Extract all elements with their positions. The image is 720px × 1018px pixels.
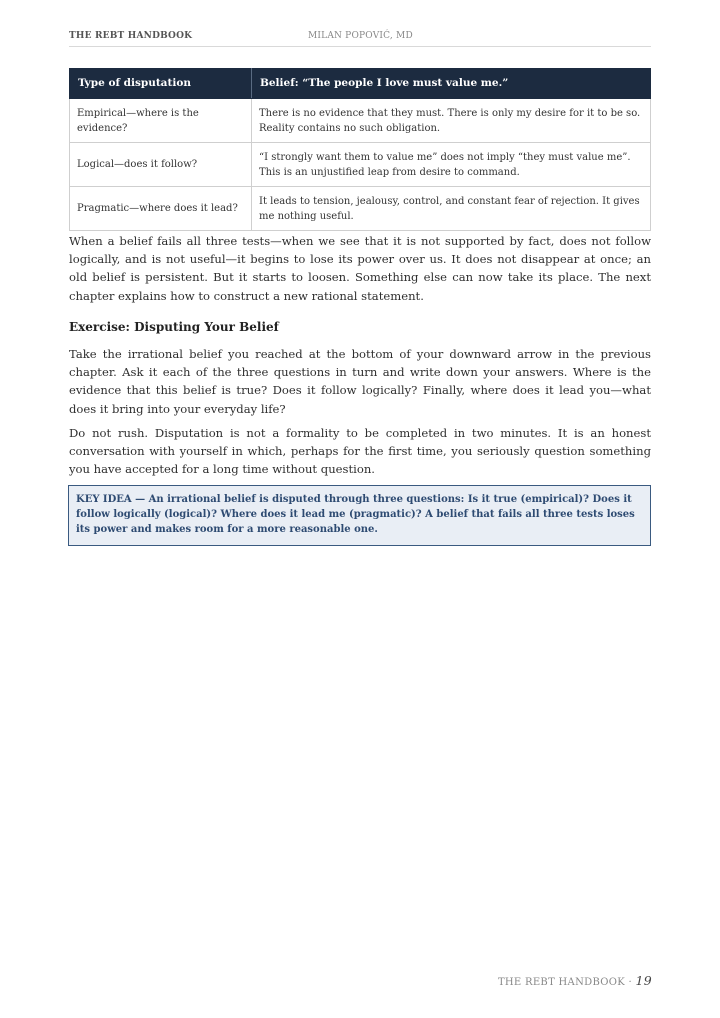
table-header-row (70, 69, 651, 99)
table-cell-dispute: It leads to tension, jealousy, control, and constant fear of rejection. It gives me nothing useful. (252, 187, 651, 231)
key-idea-text: KEY IDEA — An irrational belief is disputed through three questions: Is it true (empirical)? Does it follow logically (logical)? Where does it lead me (pragmatic)? A belief that fails all three tests loses its power and makes room for a more reasonable one. (76, 494, 635, 535)
page-footer (498, 973, 652, 988)
table-row (70, 143, 651, 187)
table-cell-dispute: “I strongly want them to value me” does not imply “they must value me”. This is an unjustified leap from desire to command. (252, 143, 651, 187)
table-cell-dispute: There is no evidence that they must. There is only my desire for it to be so. Reality contains no such obligation. (252, 99, 651, 143)
table-cell-type: Empirical—where is the evidence? (70, 99, 252, 143)
body-paragraph: When a belief fails all three tests—when we see that it is not supported by fact, does not follow logically, and is not useful—it begins to lose its power over us. It does not disappear at once; an old belief is persistent. But it starts to loosen. Something else can now take its place. The next chapter explains how to construct a new rational statement. (69, 234, 651, 303)
footer-book-title: THE REBT HANDBOOK · (497, 977, 636, 988)
body-paragraph: Take the irrational belief you reached at the bottom of your downward arrow in the previous chapter. Ask it each of the three questions in turn and write down your answers. Where is the evidence that this belief is true? Does it follow logically? Finally, where does it lead you—what does it bring into your everyday life? (69, 347, 651, 416)
exercise-heading: Exercise: Disputing Your Belief (69, 320, 279, 334)
body-paragraph: Do not rush. Disputation is not a formality to be completed in two minutes. It is an honest conversation with yourself in which, perhaps for the first time, you seriously question something you have accepted for a long time without question. (69, 426, 651, 477)
table-header-belief: Belief: “The people I love must value me.” (252, 69, 651, 99)
header-book-title: THE REBT HANDBOOK (69, 31, 193, 41)
page-header (69, 26, 651, 47)
table-row (70, 99, 651, 143)
table-cell-type: Pragmatic—where does it lead? (70, 187, 252, 231)
table-header-type: Type of disputation (70, 69, 252, 99)
header-author: MILAN POPOVIĆ, MD (308, 31, 413, 41)
table-row (70, 187, 651, 231)
disputation-table (69, 68, 651, 231)
key-idea-box (68, 485, 651, 546)
table-cell-type: Logical—does it follow? (70, 143, 252, 187)
page-number: 19 (635, 973, 652, 988)
